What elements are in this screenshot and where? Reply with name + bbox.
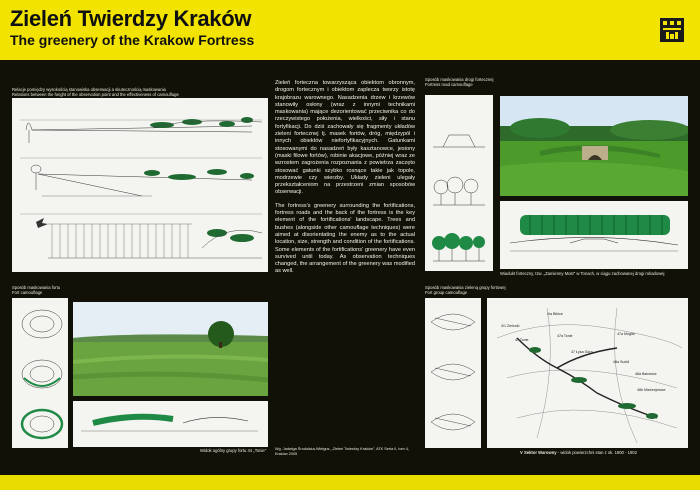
fort-group-sketches-svg xyxy=(425,298,481,448)
fort-group-sketches xyxy=(425,298,481,448)
bottom-left-caption xyxy=(12,285,132,295)
observation-diagram-svg xyxy=(12,98,268,272)
map-label: 48a Sudół xyxy=(613,360,630,364)
fort-camouflage-sketches xyxy=(12,298,68,448)
viaduct-photo-svg xyxy=(500,96,688,196)
fort-photo-svg xyxy=(73,302,268,396)
fort-group-drawing xyxy=(73,401,268,447)
sector-map-caption xyxy=(520,450,690,455)
map-label: 4/1 Zielonki xyxy=(501,324,520,328)
fortress-logo xyxy=(660,18,684,42)
map-label: 48b Mistrzejowice xyxy=(637,388,666,392)
paragraph-english: The fortress's greenery surrounding the fortifications, fortress roads and the back of the fortress is the key element of the fortifications' landscape. Trees and bushes (alongside other camouflage techniques) were aimed at disorientating the enemy as to the actual location, size, strength and condition of the fortifications. Some elements of the fortifications' greenery have even survived until today. As observation techniques changed, the arrangement of the greenery was modified as well. xyxy=(275,202,415,275)
map-label: 47 Łysa Góra xyxy=(571,350,593,354)
viaduct-caption: Wiadukt forteczny, tzw. „Zamienny Most" w Tonach, w ciągu zachowanej drogi rokadowej xyxy=(500,271,665,276)
viaduct-photo xyxy=(500,96,688,196)
sector-map-caption-rest: - widok powierzchni stan z ok. 1900 - 1902 xyxy=(556,450,637,455)
top-left-caption xyxy=(12,87,262,97)
map-label: 47 Tonie xyxy=(515,338,529,342)
top-left-caption-pl: Relacje pomiędzy wysokością stanowiska obserwacji a skutecznością maskowania xyxy=(12,87,166,92)
map-label: 47a Mogiła xyxy=(617,332,635,336)
source-credit: Wg. Jadwiga Środulska-Wielgus, „Zieleń Twierdzy Kraków", ATK Seria II, tom 4, Kraków 2005 xyxy=(275,447,409,456)
map-label: 48a Batowice xyxy=(635,372,657,376)
fort-drawing-caption: Widok ogólny grupy fortu 44 „Tonie" xyxy=(200,448,267,453)
bottom-right-caption-en: Fort group camouflage xyxy=(425,290,468,295)
observation-height-diagram xyxy=(12,98,268,272)
fort-landscape-photo xyxy=(73,302,268,396)
top-right-caption-pl: Sposób maskowania drogi fortecznej xyxy=(425,77,494,82)
board-subtitle: The greenery of the Krakow Fortress xyxy=(10,32,255,48)
top-left-caption-en: Relations between the height of the observation point and the effectiveness of camouflage xyxy=(12,92,179,97)
top-right-caption-en: Fortress road camouflage xyxy=(425,82,473,87)
paragraph-polish: Zieleń forteczna towarzysząca obiektom obronnym, drogom fortecznym i obiektom zaplecza tworzy istotę krajobrazu warownego. Nasadzenia drzew i krzewów stanowiły osłony (wraz z innymi technikami maskowania) mające dezorientować przeciwnika co do rzeczywistego położenia, wielkości, siły i stanu fortyfikacji. Do dziś zachowały się fragmenty układów zieleni fortecznej tj. masek fortów, dróg, międzypól i innych obiektów niefortyfikacyjnych. Gatunkami stosowanymi do nasadzeń były kasztanowce, jesiony (maski filowe fortów), robinie akacjowe, później wraz ze wzrostem zagrożenia rozpoznania z powietrza zaczęto stosować gatunki szybko rosnące takie jak topole, modrzewie czy wierzby. Układy zieleni ulegały przekształceniom na przestrzeni zmian sposobów obserwacji. xyxy=(275,80,415,196)
top-right-caption xyxy=(425,77,495,87)
bottom-right-caption-pl: Sposób maskowania zieleną grupy fortowej xyxy=(425,285,506,290)
sector-map-caption-bold: V Sektor Warowny xyxy=(520,450,557,455)
map-label: 47a Tonie xyxy=(557,334,573,338)
bottom-right-caption xyxy=(425,285,575,295)
fort-sketches-svg xyxy=(12,298,68,448)
road-camouflage-drawing xyxy=(500,201,688,269)
bottom-left-caption-en: Fort camouflage xyxy=(12,290,43,295)
sector-map-svg xyxy=(487,298,688,448)
road-drawing-svg xyxy=(500,201,688,269)
road-camouflage-sketches xyxy=(425,95,493,271)
board-title: Zieleń Twierdzy Kraków xyxy=(10,6,252,31)
sector-map xyxy=(487,298,688,448)
fort-drawing-svg xyxy=(73,401,268,447)
map-label: 4/a Bibice xyxy=(547,312,563,316)
bottom-strip xyxy=(0,475,700,490)
road-sketches-svg xyxy=(425,95,493,271)
center-text-block xyxy=(275,80,415,282)
bottom-left-caption-pl: Sposób maskowania fortu xyxy=(12,285,61,290)
